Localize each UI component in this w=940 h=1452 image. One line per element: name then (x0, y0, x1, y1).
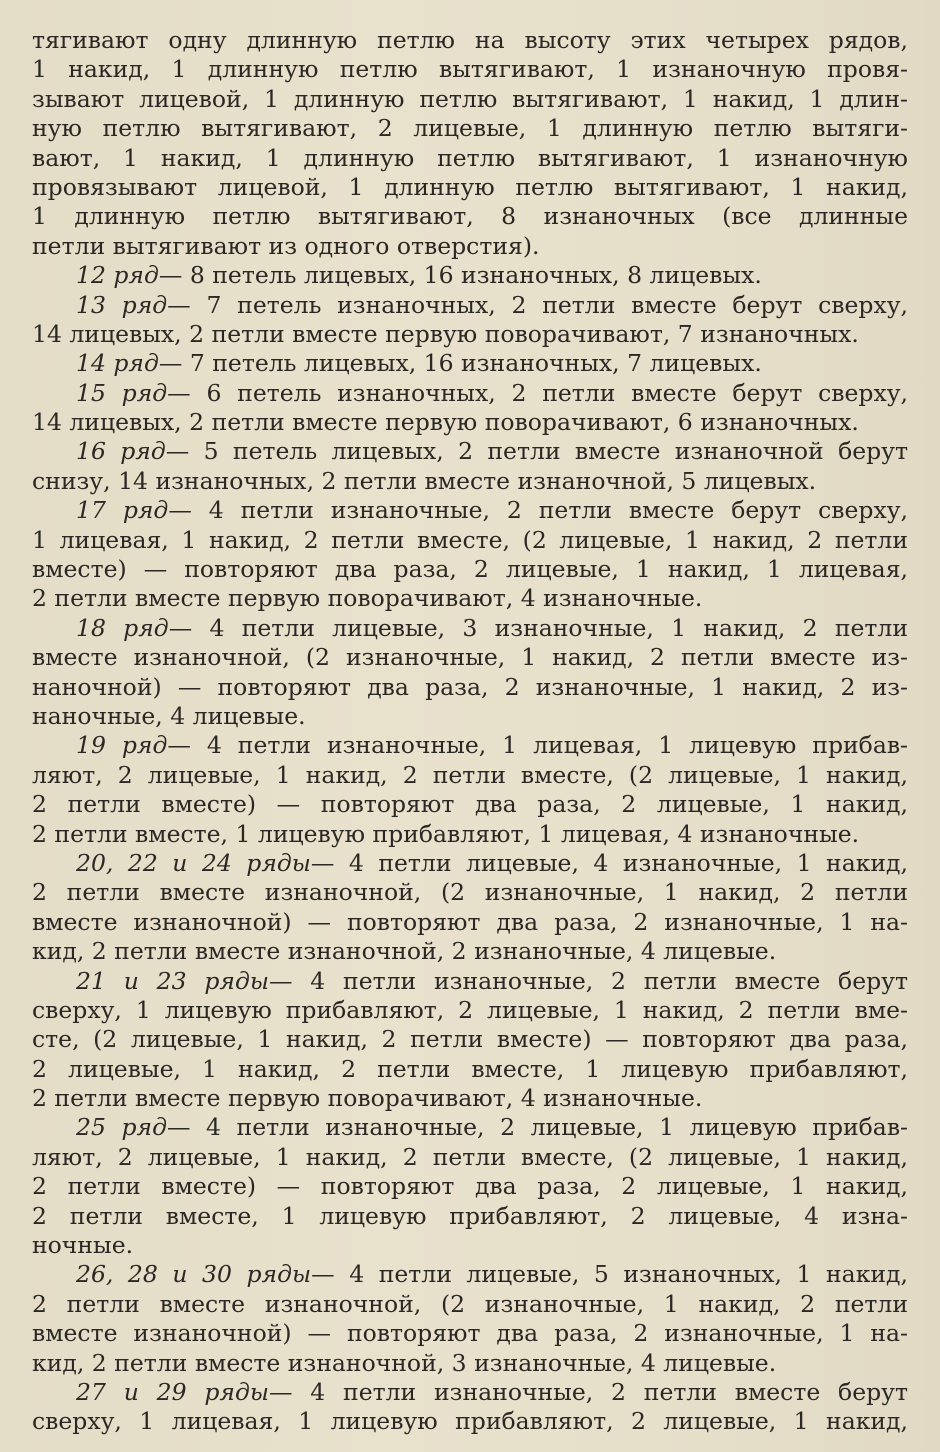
line-text: кид, 2 петли вместе изнаночной, 2 изнаночные, 4 лицевые. (32, 937, 777, 966)
line-text: ляют, 2 лицевые, 1 накид, 2 петли вместе, (2 лицевые, 1 накид, (32, 760, 908, 789)
row-heading-line (32, 496, 908, 525)
text-line (32, 643, 908, 672)
line-text: — 4 петли лицевые, 5 изнаночных, 1 накид, (311, 1260, 908, 1289)
row-heading-line (32, 614, 908, 643)
line-text: 14 лицевых, 2 петли вместе первую поворачивают, 7 изнаночных. (32, 319, 859, 348)
text-line (32, 1231, 908, 1260)
line-text: — 4 петли изнаночные, 2 петли вместе берут (268, 966, 908, 995)
row-label: 27 и 29 ряды (76, 1377, 269, 1406)
line-text: кид, 2 петли вместе изнаночной, 3 изнаночные, 4 лицевые. (32, 1348, 777, 1377)
line-text: 2 петли вместе изнаночной, (2 изнаночные, 1 накид, 2 петли (32, 1289, 908, 1318)
row-label: 26, 28 и 30 ряды (76, 1260, 312, 1289)
row-heading-line (32, 967, 908, 996)
row-heading-line (32, 437, 908, 466)
row-label: 18 ряд (76, 613, 169, 642)
text-line (32, 467, 908, 496)
line-text: — 4 петли лицевые, 4 изнаночные, 1 накид, (310, 848, 908, 877)
line-text: тягивают одну длинную петлю на высоту этих четырех рядов, (32, 26, 908, 54)
text-line (32, 26, 908, 55)
line-text: 2 лицевые, 1 накид, 2 петли вместе, 1 лицевую прибавляют, (32, 1054, 908, 1083)
line-text: вместе изнаночной, (2 изнаночные, 1 накид, 2 петли вместе из- (32, 643, 908, 672)
line-text: — 4 петли лицевые, 3 изнаночные, 1 накид, 2 петли (168, 613, 908, 642)
text-line (32, 1407, 908, 1436)
line-text: 14 лицевых, 2 петли вместе первую поворачивают, 6 изнаночных. (32, 408, 859, 437)
row-heading-line (32, 1260, 908, 1289)
text-line (32, 1143, 908, 1172)
knitting-instructions (32, 26, 908, 1437)
row-heading-line (32, 731, 908, 760)
text-line (32, 55, 908, 84)
line-text: 2 петли вместе первую поворачивают, 4 изнаночные. (32, 584, 703, 613)
row-heading-line (32, 1113, 908, 1142)
line-text: — 4 петли изнаночные, 2 лицевые, 1 лицевую прибав- (166, 1113, 908, 1142)
line-text: 2 петли вместе) — повторяют два раза, 2 лицевые, 1 накид, (32, 1172, 908, 1201)
line-text: ную петлю вытягивают, 2 лицевые, 1 длинную петлю вытяги- (32, 114, 908, 143)
row-label: 17 ряд (76, 496, 169, 525)
line-text: ночные. (32, 1231, 134, 1260)
line-text: 1 длинную петлю вытягивают, 8 изнаночных (все длинные (32, 202, 908, 231)
text-line (32, 202, 908, 231)
text-line (32, 408, 908, 437)
text-line (32, 937, 908, 966)
text-line (32, 85, 908, 114)
row-label: 20, 22 и 24 ряды (76, 848, 311, 877)
row-heading-line (32, 849, 908, 878)
text-line (32, 908, 908, 937)
line-text: — 4 петли изнаночные, 2 петли вместе берут (268, 1377, 908, 1406)
line-text: сверху, 1 лицевая, 1 лицевую прибавляют, 2 лицевые, 1 накид, (32, 1407, 908, 1436)
line-text: 2 петли вместе) — повторяют два раза, 2 лицевые, 1 накид, (32, 790, 908, 819)
row-label: 14 ряд (76, 349, 159, 378)
line-text: 2 петли вместе изнаночной, (2 изнаночные, 1 накид, 2 петли (32, 878, 908, 907)
line-text: провязывают лицевой, 1 длинную петлю вытягивают, 1 накид, (32, 172, 908, 201)
text-line (32, 702, 908, 731)
text-line (32, 584, 908, 613)
line-text: вают, 1 накид, 1 длинную петлю вытягивают, 1 изнаночную (32, 143, 908, 172)
line-text: зывают лицевой, 1 длинную петлю вытягивают, 1 накид, 1 длин- (32, 84, 908, 113)
line-text: вместе) — повторяют два раза, 2 лицевые, 1 накид, 1 лицевая, (32, 555, 908, 584)
text-line (32, 1172, 908, 1201)
text-line (32, 320, 908, 349)
text-line (32, 673, 908, 702)
line-text: 1 лицевая, 1 накид, 2 петли вместе, (2 лицевые, 1 накид, 2 петли (32, 525, 908, 554)
line-text: — 7 петель лицевых, 16 изнаночных, 7 лицевых. (158, 349, 762, 378)
text-line (32, 526, 908, 555)
line-text: — 4 петли изнаночные, 2 петли вместе берут сверху, (168, 496, 908, 525)
text-line (32, 232, 908, 261)
text-line (32, 173, 908, 202)
line-text: сверху, 1 лицевую прибавляют, 2 лицевые, 1 накид, 2 петли вме- (32, 995, 908, 1024)
text-line (32, 144, 908, 173)
row-heading-line (32, 261, 908, 290)
line-text: ляют, 2 лицевые, 1 накид, 2 петли вместе, (2 лицевые, 1 накид, (32, 1142, 908, 1171)
line-text: — 7 петель изнаночных, 2 петли вместе берут сверху, (167, 290, 908, 319)
row-label: 25 ряд (76, 1113, 167, 1142)
line-text: 2 петли вместе, 1 лицевую прибавляют, 2 лицевые, 4 изна- (32, 1201, 908, 1230)
line-text: 2 петли вместе, 1 лицевую прибавляют, 1 лицевая, 4 изнаночные. (32, 819, 860, 848)
row-label: 21 и 23 ряды (76, 966, 269, 995)
text-line (32, 761, 908, 790)
line-text: 2 петли вместе первую поворачивают, 4 изнаночные. (32, 1084, 703, 1113)
line-text: вместе изнаночной) — повторяют два раза, 2 изнаночные, 1 на- (32, 907, 908, 936)
row-label: 19 ряд (76, 731, 168, 760)
text-line (32, 1025, 908, 1054)
text-line (32, 555, 908, 584)
text-line (32, 1319, 908, 1348)
text-line (32, 1349, 908, 1378)
text-line (32, 114, 908, 143)
text-line (32, 878, 908, 907)
line-text: — 6 петель изнаночных, 2 петли вместе берут сверху, (167, 378, 908, 407)
line-text: наночные, 4 лицевые. (32, 701, 306, 730)
text-line (32, 790, 908, 819)
line-text: петли вытягивают из одного отверстия). (32, 231, 540, 260)
text-line (32, 1084, 908, 1113)
line-text: 1 накид, 1 длинную петлю вытягивают, 1 изнаночную провя- (32, 55, 908, 84)
line-text: — 8 петель лицевых, 16 изнаночных, 8 лицевых. (158, 261, 762, 290)
row-label: 16 ряд (76, 437, 166, 466)
text-line (32, 996, 908, 1025)
row-label: 13 ряд (76, 290, 168, 319)
text-line (32, 820, 908, 849)
text-line (32, 1290, 908, 1319)
row-heading-line (32, 379, 908, 408)
row-heading-line (32, 349, 908, 378)
line-text: сте, (2 лицевые, 1 накид, 2 петли вместе) — повторяют два раза, (32, 1025, 908, 1054)
row-label: 12 ряд (76, 261, 159, 290)
row-label: 15 ряд (76, 378, 168, 407)
line-text: — 4 петли изнаночные, 1 лицевая, 1 лицевую прибав- (167, 731, 908, 760)
text-line (32, 1055, 908, 1084)
line-text: — 5 петель лицевых, 2 петли вместе изнаночной берут (165, 437, 908, 466)
line-text: снизу, 14 изнаночных, 2 петли вместе изнаночной, 5 лицевых. (32, 466, 817, 495)
row-heading-line (32, 291, 908, 320)
line-text: наночной) — повторяют два раза, 2 изнаночные, 1 накид, 2 из- (32, 672, 908, 701)
row-heading-line (32, 1378, 908, 1407)
line-text: вместе изнаночной) — повторяют два раза, 2 изнаночные, 1 на- (32, 1319, 908, 1348)
text-line (32, 1202, 908, 1231)
